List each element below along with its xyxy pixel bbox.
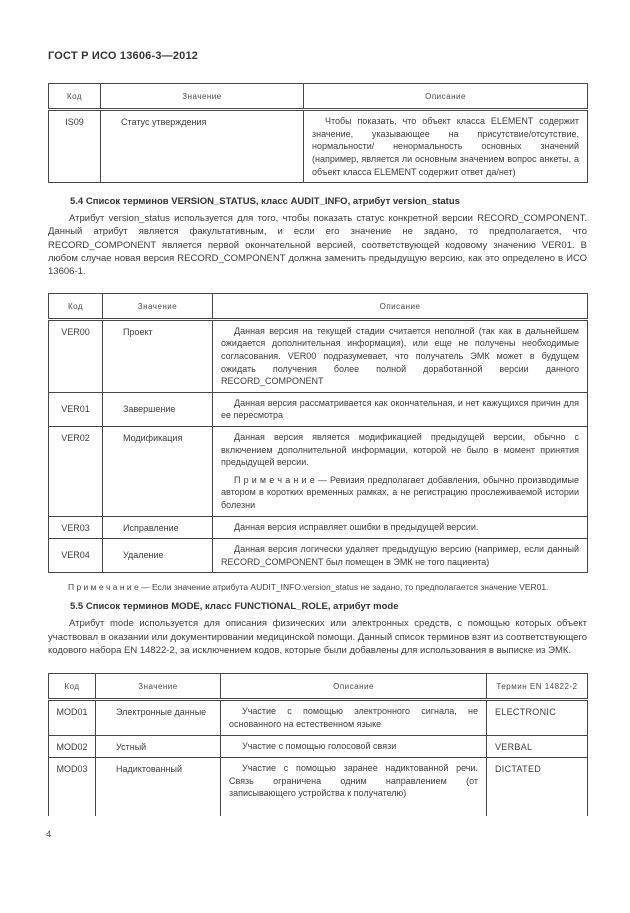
description-cell: Данная версия исправляет ошибки в предыдущей версии.: [213, 516, 588, 539]
value-cell: Модификация: [103, 426, 213, 516]
section-5-5-paragraph: Атрибут mode используется для описания физических или электронных средств, с помощью которых объект участвовал в оказании или документировании медицинской помощи. Данный список терминов взят из соответствующего кодового набора EN 14822-2, за исключением кодов, которые были добавлены для использования в выписке из ЭМК.: [48, 618, 587, 656]
term-cell: VERBAL: [487, 735, 588, 758]
code-cell: MOD03: [49, 758, 96, 816]
column-header-description: Описание: [213, 293, 588, 319]
table-header-row: [49, 84, 588, 110]
column-header-description: Описание: [221, 674, 487, 700]
section-5-4-note: [48, 581, 587, 593]
column-header-value: Значение: [101, 84, 304, 110]
table-row: [49, 319, 588, 392]
version-status-table: [48, 293, 588, 574]
value-cell: Устный: [96, 735, 221, 758]
description-cell: Чтобы показать, что объект класса ELEMENT содержит значение, указывающее на присутствие/отсутствие, нормальности/ ненормальность основных значений (например, является ли основным значением вопрос анкеты, а объект класса ELEMENT содержит ответ да/нет): [304, 110, 588, 183]
note-text: — Ревизия предполагает добавления, обычно производимые автором в коротких временных рамках, а не регистрацию прослеживаемой истории болезни: [221, 474, 579, 510]
column-header-value: Значение: [103, 293, 213, 319]
section-5-5-heading: 5.5 Список терминов MODE, класс FUNCTIONAL_ROLE, атрибут mode: [70, 601, 399, 613]
value-cell: Статус утверждения: [101, 110, 304, 183]
description-cell: Участие с помощью заранее надиктованной речи. Связь ограничена одним направлением (от записывающего устройства к получателю): [221, 758, 487, 816]
table-row: [49, 758, 588, 816]
table-row: [49, 539, 588, 573]
page-number: 4: [46, 829, 52, 840]
note-label: П р и м е ч а н и е: [234, 474, 315, 485]
column-header-code: Код: [49, 84, 101, 110]
page-content: [48, 50, 587, 816]
column-header-code: Код: [49, 293, 103, 319]
column-header-term: Термин EN 14822-2: [487, 674, 588, 700]
table-header-row: [49, 674, 588, 700]
value-cell: Исправление: [103, 516, 213, 539]
code-cell: VER02: [49, 426, 103, 516]
description-cell: [213, 426, 588, 516]
value-cell: Электронные данные: [96, 700, 221, 735]
description-cell: Данная версия на текущей стадии считается неполной (так как в дальнейшем ожидается дополнительная информация), или еще не получены необходимые согласования. VER00 подразумевает, что получатель ЭМК может в будущем ожидать получения более полной доработанной версии данного RECORD_COMPONENT: [213, 319, 588, 392]
description-cell: Участие с помощью голосовой связи: [221, 735, 487, 758]
table-row: [49, 516, 588, 539]
section-5-4-paragraph: Атрибут version_status используется для того, чтобы показать статус конкретной версии RECORD_COMPONENT. Данный атрибут является факультативным, и если его значение не задано, то предполагается, что RECORD_COMPONENT является первой окончательной версией, соответствующей кодовому значению VER01. В любом случае новая версия RECORD_COMPONENT должна заменить предыдущую версию, как это определено в ИСО 13606-1.: [48, 213, 587, 278]
table-row: [49, 110, 588, 183]
value-cell: Проект: [103, 319, 213, 392]
term-cell: DICTATED: [487, 758, 588, 816]
term-cell: ELECTRONIC: [487, 700, 588, 735]
code-cell: IS09: [49, 110, 101, 183]
column-header-description: Описание: [304, 84, 588, 110]
value-cell: Завершение: [103, 392, 213, 426]
table-row: [49, 700, 588, 735]
description-text: Данная версия является модификацией предыдущей версии, обычно с включением дополнительной информации, которой не было в момент принятия предыдущей версии.: [221, 431, 579, 468]
code-cell: VER03: [49, 516, 103, 539]
code-cell: VER04: [49, 539, 103, 573]
code-cell: VER00: [49, 319, 103, 392]
note-text: — Если значение атрибута AUDIT_INFO.version_status не задано, то предполагается значение VER01.: [138, 582, 549, 593]
note-label: П р и м е ч а н и е: [68, 582, 139, 593]
section-5-4-heading: 5.4 Список терминов VERSION_STATUS, класс AUDIT_INFO, атрибут version_status: [70, 196, 460, 208]
cell-note: [221, 474, 579, 512]
mode-table: [48, 673, 588, 816]
approval-status-table: [48, 83, 588, 183]
description-cell: Участие с помощью электронного сигнала, не основанного на естественном языке: [221, 700, 487, 735]
table-row: [49, 735, 588, 758]
doc-header: ГОСТ Р ИСО 13606-3—2012: [48, 50, 199, 62]
table-row: [49, 392, 588, 426]
table-header-row: [49, 293, 588, 319]
description-cell: Данная версия рассматривается как окончательная, и нет кажущихся причин для ее пересмотра: [213, 392, 588, 426]
code-cell: MOD02: [49, 735, 96, 758]
value-cell: Удаление: [103, 539, 213, 573]
code-cell: VER01: [49, 392, 103, 426]
value-cell: Надиктованный: [96, 758, 221, 816]
column-header-code: Код: [49, 674, 96, 700]
description-cell: Данная версия логически удаляет предыдущую версию (например, если данный RECORD_COMPONENT был помещен в ЭМК не того пациента): [213, 539, 588, 573]
column-header-value: Значение: [96, 674, 221, 700]
code-cell: MOD01: [49, 700, 96, 735]
table-row: [49, 426, 588, 516]
